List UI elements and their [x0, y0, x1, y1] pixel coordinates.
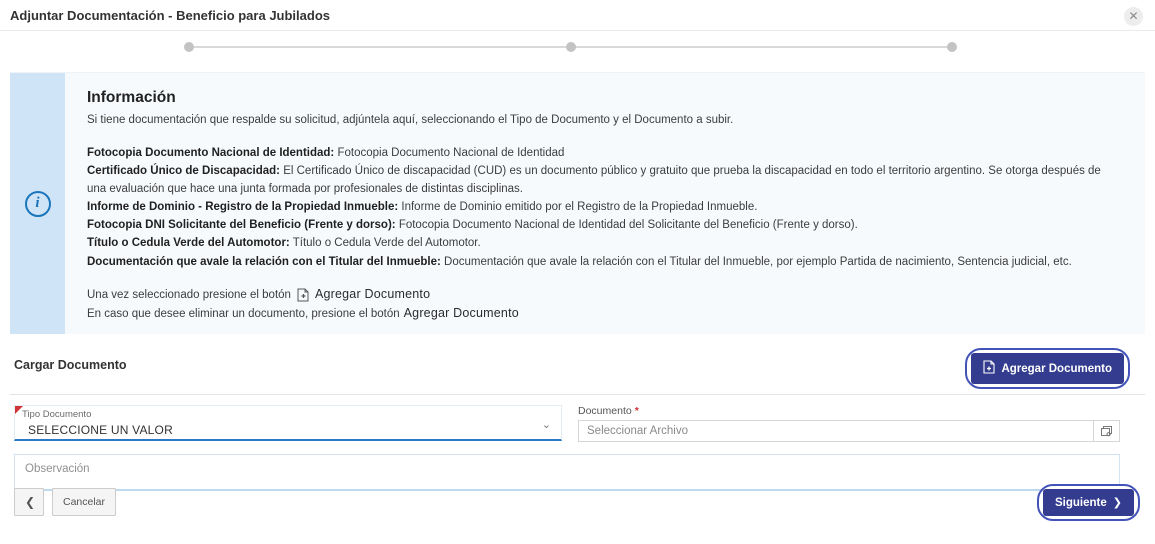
documento-field: [578, 405, 1120, 442]
agregar-documento-button[interactable]: [971, 353, 1124, 384]
info-item-text: Documentación que avale la relación con el Titular del Inmueble, por ejemplo Partida de nacimiento, Sentencia judicial, etc.: [440, 255, 1072, 268]
footer-left-buttons: [14, 488, 116, 516]
documento-label: [578, 405, 1120, 417]
upload-form: [14, 405, 1120, 496]
page-title: Adjuntar Documentación - Beneficio para Jubilados: [10, 8, 330, 23]
browse-file-icon[interactable]: [1093, 421, 1119, 441]
info-item: [87, 144, 1123, 162]
info-panel-body: [65, 73, 1145, 334]
cancel-button[interactable]: Cancelar: [52, 488, 116, 516]
info-note-1-text: Una vez seleccionado presione el botón: [87, 288, 291, 301]
info-item: [87, 216, 1123, 234]
info-item-text: El Certificado Único de discapacidad (CUD) es un documento público y gratuito que prueba la discapacidad en todo el territorio argentino. Se otorga después de una evaluación que hace una junta formada por profesionales de distintas disciplinas.: [87, 164, 1101, 195]
titlebar: [0, 0, 1155, 31]
add-document-icon: [297, 288, 309, 302]
cargar-documento-header: [10, 348, 1145, 390]
info-item-label: Fotocopia DNI Solicitante del Beneficio (Frente y dorso):: [87, 219, 396, 232]
info-item: [87, 162, 1123, 198]
add-document-focus-ring: [965, 348, 1130, 389]
agregar-documento-label: Agregar Documento: [1001, 362, 1112, 375]
info-item-text: Informe de Dominio emitido por el Registro de la Propiedad Inmueble.: [398, 201, 758, 214]
info-item-label: Fotocopia Documento Nacional de Identidad:: [87, 146, 335, 159]
upload-file-icon: [983, 360, 995, 377]
wizard-stepper: [0, 31, 1155, 64]
info-intro-text: Si tiene documentación que respalde su solicitud, adjúntela aquí, seleccionando el Tipo de Documento y el Documento a subir.: [87, 114, 734, 127]
documento-label-text: Documento: [578, 405, 632, 418]
info-note-2-button-name: Agregar Documento: [403, 306, 519, 321]
info-note-1-button-name: Agregar Documento: [314, 286, 431, 301]
info-note-1: [87, 285, 1123, 305]
chevron-left-icon: ❮: [25, 495, 36, 509]
back-button[interactable]: [14, 488, 44, 516]
info-item-label: Título o Cedula Verde del Automotor:: [87, 237, 290, 250]
seleccionar-archivo-input[interactable]: [579, 421, 1093, 441]
info-item-label: Certificado Único de Discapacidad:: [87, 164, 280, 177]
close-icon[interactable]: ✕: [1124, 7, 1143, 26]
info-item-text: Fotocopia Documento Nacional de Identidad del Solicitante del Beneficio (Frente y dorso).: [395, 219, 858, 232]
info-note-2: [87, 304, 1123, 324]
section-divider: [10, 394, 1145, 395]
tipo-documento-select[interactable]: [14, 405, 562, 441]
tipo-documento-value: SELECCIONE UN VALOR: [28, 423, 173, 438]
info-item: [87, 198, 1123, 216]
info-icon: i: [25, 191, 51, 217]
siguiente-label: Siguiente: [1055, 496, 1107, 509]
info-item-label: Documentación que avale la relación con el Titular del Inmueble:: [87, 255, 441, 268]
tipo-documento-label: Tipo Documento: [22, 409, 92, 421]
footer-bar: [0, 484, 1155, 528]
chevron-down-icon[interactable]: ⌄: [541, 419, 551, 432]
info-item-text: Fotocopia Documento Nacional de Identidad: [334, 146, 565, 159]
info-item: [87, 253, 1123, 271]
info-notes: [87, 285, 1123, 325]
info-heading: Información: [87, 89, 176, 106]
section-title: Cargar Documento: [14, 358, 127, 373]
info-panel-accent-strip: [10, 73, 65, 334]
info-note-2-text: En caso que desee eliminar un documento, presione el botón: [87, 308, 400, 321]
stepper-dot-1[interactable]: [184, 42, 194, 52]
info-item: [87, 234, 1123, 252]
documento-input-wrap: [578, 420, 1120, 442]
chevron-right-icon: ❯: [1112, 497, 1122, 509]
stepper-dot-3[interactable]: [947, 42, 957, 52]
next-focus-ring: [1037, 484, 1140, 521]
siguiente-button[interactable]: [1043, 489, 1134, 516]
info-panel: [10, 72, 1145, 334]
stepper-dot-2[interactable]: [566, 42, 576, 52]
required-asterisk: *: [634, 405, 639, 418]
form-row: [14, 405, 1120, 442]
info-item-label: Informe de Dominio - Registro de la Propiedad Inmueble:: [87, 201, 399, 214]
info-item-text: Título o Cedula Verde del Automotor.: [289, 237, 481, 250]
